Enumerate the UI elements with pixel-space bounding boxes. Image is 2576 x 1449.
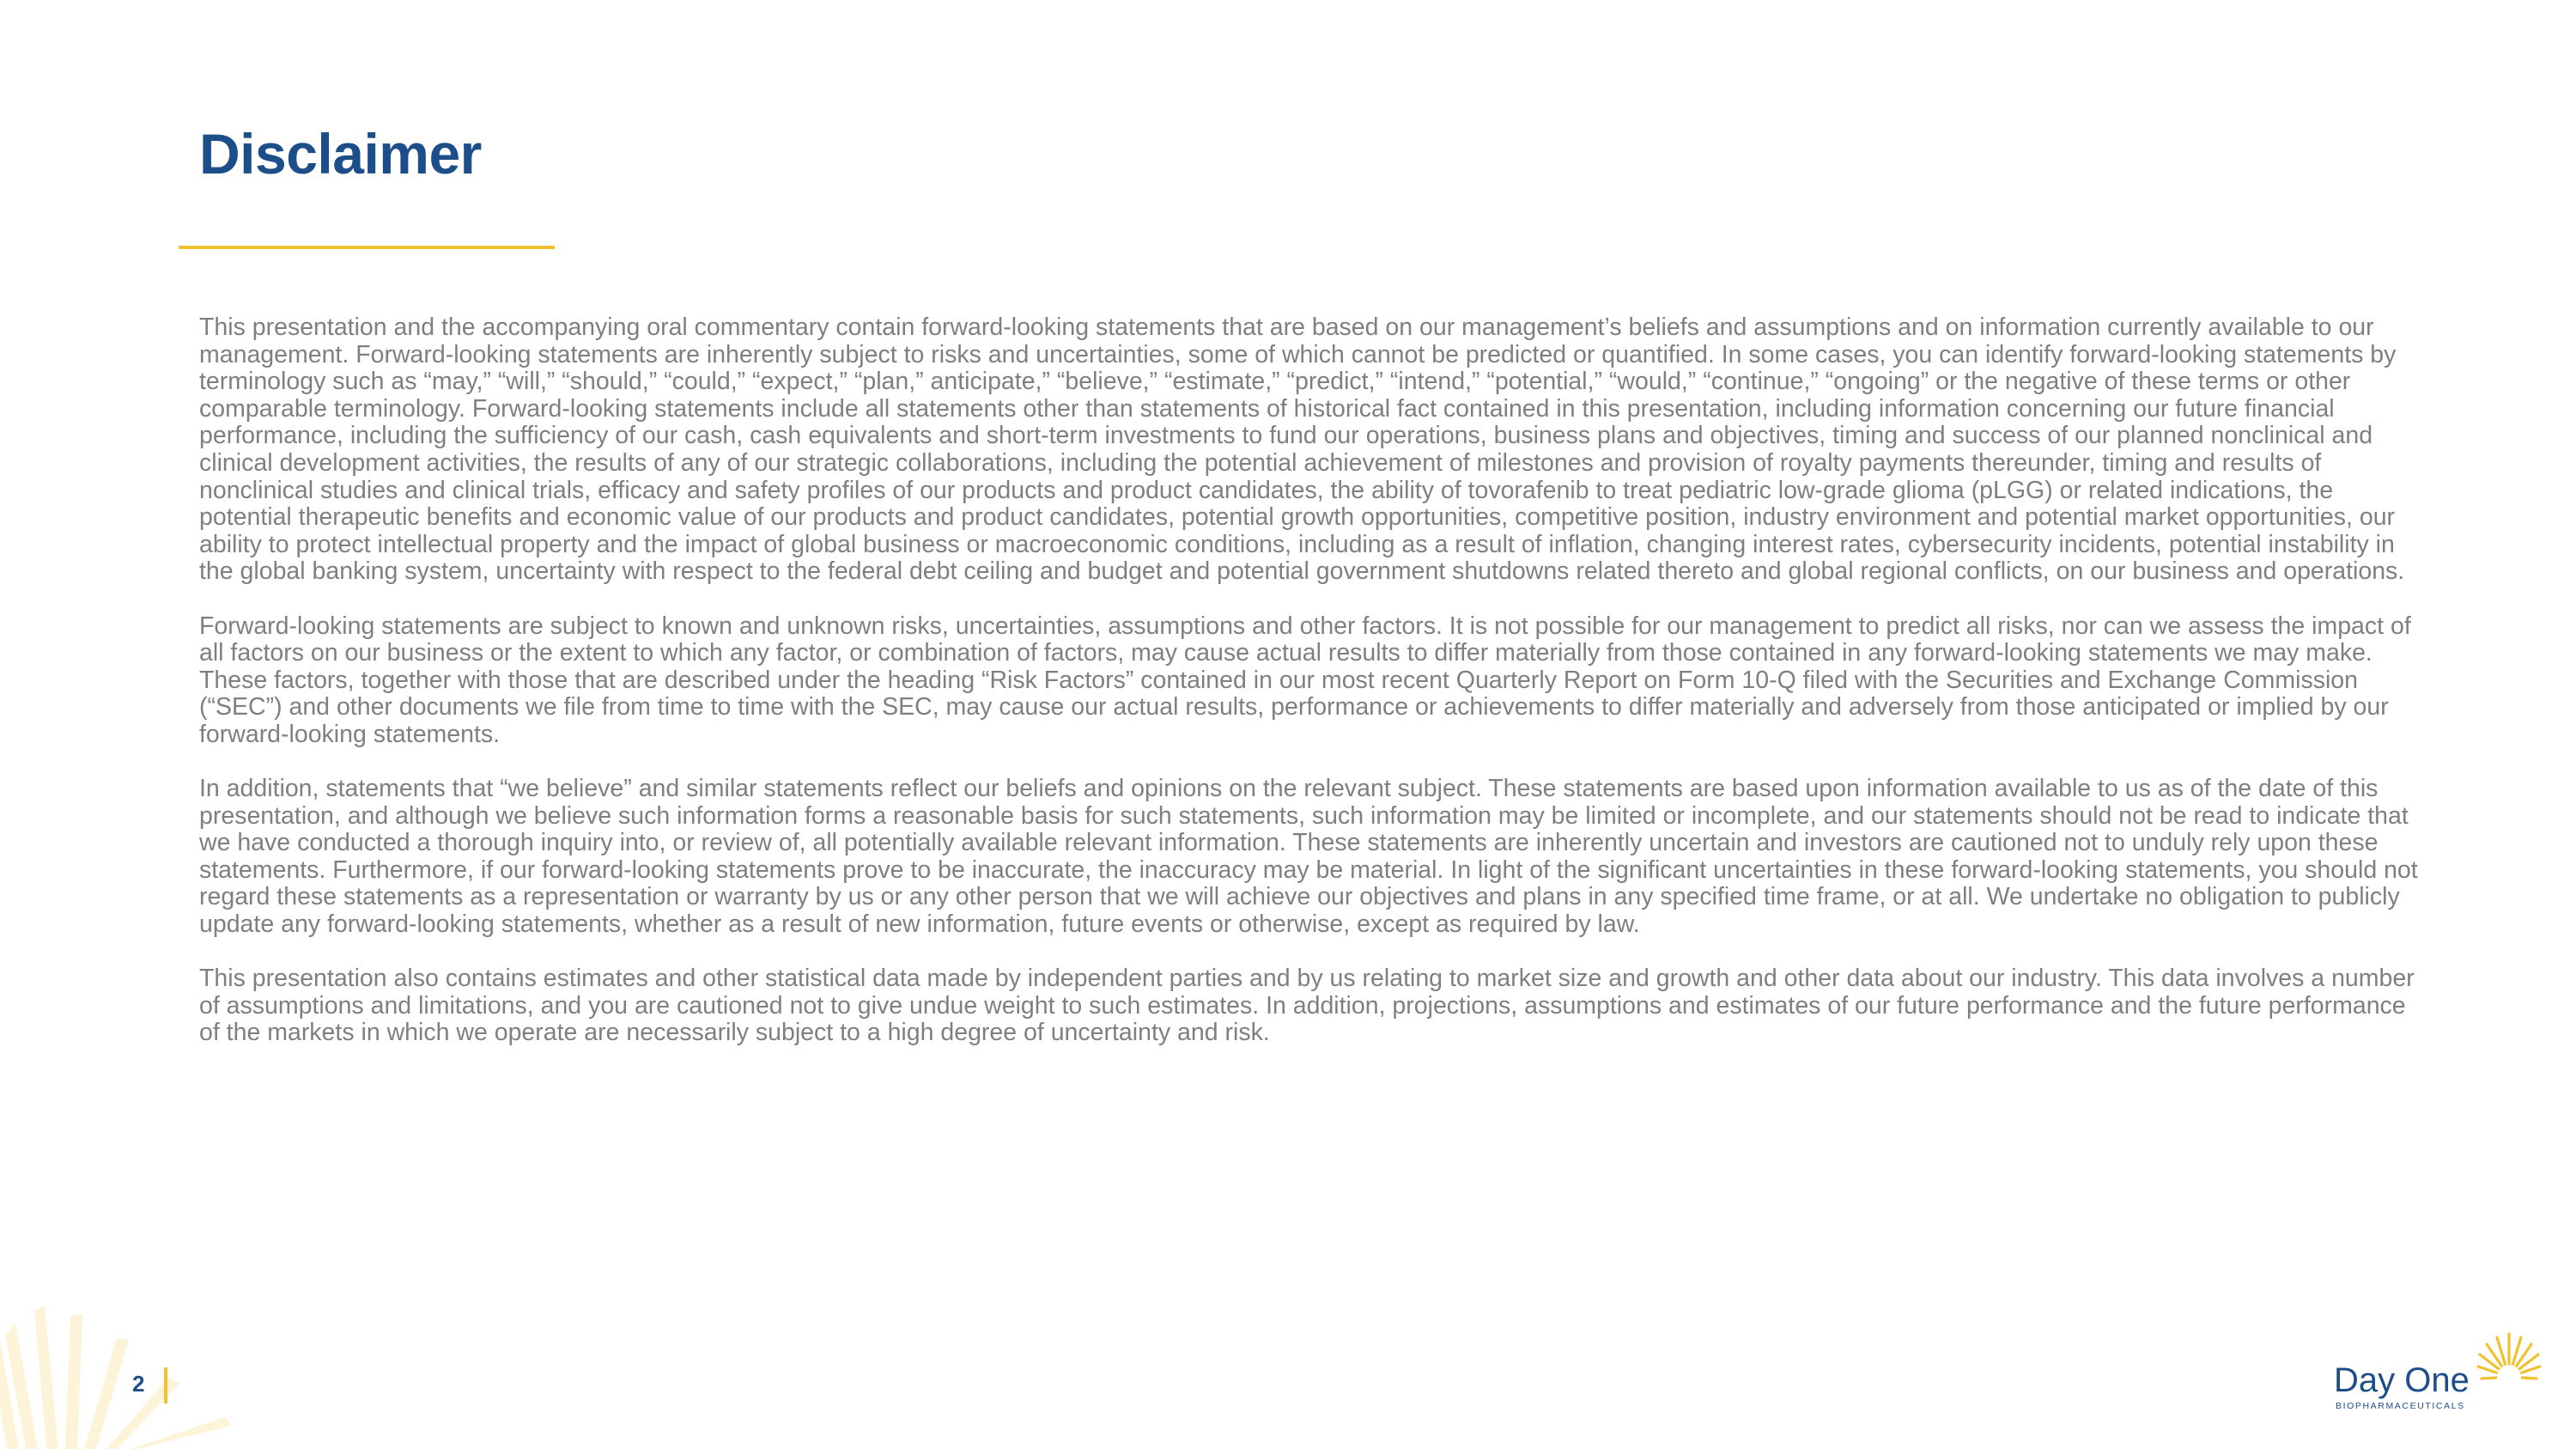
- logo-subtitle: BIOPHARMACEUTICALS: [2336, 1401, 2465, 1411]
- disclaimer-paragraph: In addition, statements that “we believe” and similar statements reflect our beliefs and opinions on the relevant subject. These statements are based upon information available to us as of the date of this presentation, and although we believe such information forms a reasonable basis for such statements, such information may be limited or incomplete, and our statements should not be read to indicate that we have conducted a thorough inquiry into, or review of, all potentially available relevant information. These statements are inherently uncertain and investors are cautioned not to unduly rely upon these statements. Furthermore, if our forward-looking statements prove to be inaccurate, the inaccuracy may be material. In light of the significant uncertainties in these forward-looking statements, you should not regard these statements as a representation or warranty by us or any other person that we will achieve our objectives and plans in any specified time frame, or at all. We undertake no obligation to publicly update any forward-looking statements, whether as a result of new information, future events or otherwise, except as required by law.: [199, 775, 2418, 939]
- disclaimer-paragraph: Forward-looking statements are subject to known and unknown risks, uncertainties, assumptions and other factors. It is not possible for our management to predict all risks, nor can we assess the impact of all factors on our business or the extent to which any factor, or combination of factors, may cause actual results to differ materially from those contained in any forward-looking statements we may make. These factors, together with those that are described under the heading “Risk Factors” contained in our most recent Quarterly Report on Form 10-Q filed with the Securities and Exchange Commission (“SEC”) and other documents we file from time to time with the SEC, may cause our actual results, performance or achievements to differ materially and adversely from those anticipated or implied by our forward-looking statements.: [199, 612, 2411, 748]
- page-number-divider: [164, 1367, 167, 1403]
- company-logo: [2318, 1327, 2542, 1422]
- disclaimer-paragraph: This presentation and the accompanying oral commentary contain forward-looking statements that are based on our management’s beliefs and assumptions and on information currently available to our management. Forward-looking statements are inherently subject to risks and uncertainties, some of which cannot be predicted or quantified. In some cases, you can identify forward-looking statements by terminology such as “may,” “will,” “should,” “could,” “expect,” “plan,” anticipate,” “believe,” “estimate,” “predict,” “intend,” “potential,” “would,” “continue,” “ongoing” or the negative of these terms or other comparable terminology. Forward-looking statements include all statements other than statements of historical fact contained in this presentation, including information concerning our future financial performance, including the sufficiency of our cash, cash equivalents and short-term investments to fund our operations, business plans and objectives, timing and success of our planned nonclinical and clinical development activities, the results of any of our strategic collaborations, including the potential achievement of milestones and provision of royalty payments thereunder, timing and results of nonclinical studies and clinical trials, efficacy and safety profiles of our products and product candidates, the ability of tovorafenib to treat pediatric low-grade glioma (pLGG) or related indications, the potential therapeutic benefits and economic value of our products and product candidates, potential growth opportunities, competitive position, industry environment and potential market opportunities, our ability to protect intellectual property and the impact of global business or macroeconomic conditions, including as a result of inflation, changing interest rates, cybersecurity incidents, potential instability in the global banking system, uncertainty with respect to the federal debt ceiling and budget and potential government shutdowns related thereto and global regional conflicts, on our business and operations.: [199, 314, 2405, 586]
- page-number: 2: [132, 1371, 145, 1397]
- title-underline: [179, 246, 555, 249]
- disclaimer-paragraph: This presentation also contains estimates and other statistical data made by independent parties and by us relating to market size and growth and other data about our industry. This data involves a number of assumptions and limitations, and you are cautioned not to give undue weight to such estimates. In addition, projections, assumptions and estimates of our future performance and the future performance of the markets in which we operate are necessarily subject to a high degree of uncertainty and risk.: [199, 965, 2415, 1047]
- sunburst-decoration-icon: [0, 1306, 258, 1449]
- sunburst-icon: [2476, 1327, 2542, 1392]
- logo-wordmark: Day One: [2334, 1361, 2470, 1399]
- slide-title: Disclaimer: [199, 122, 482, 186]
- disclaimer-body: [199, 314, 2432, 1075]
